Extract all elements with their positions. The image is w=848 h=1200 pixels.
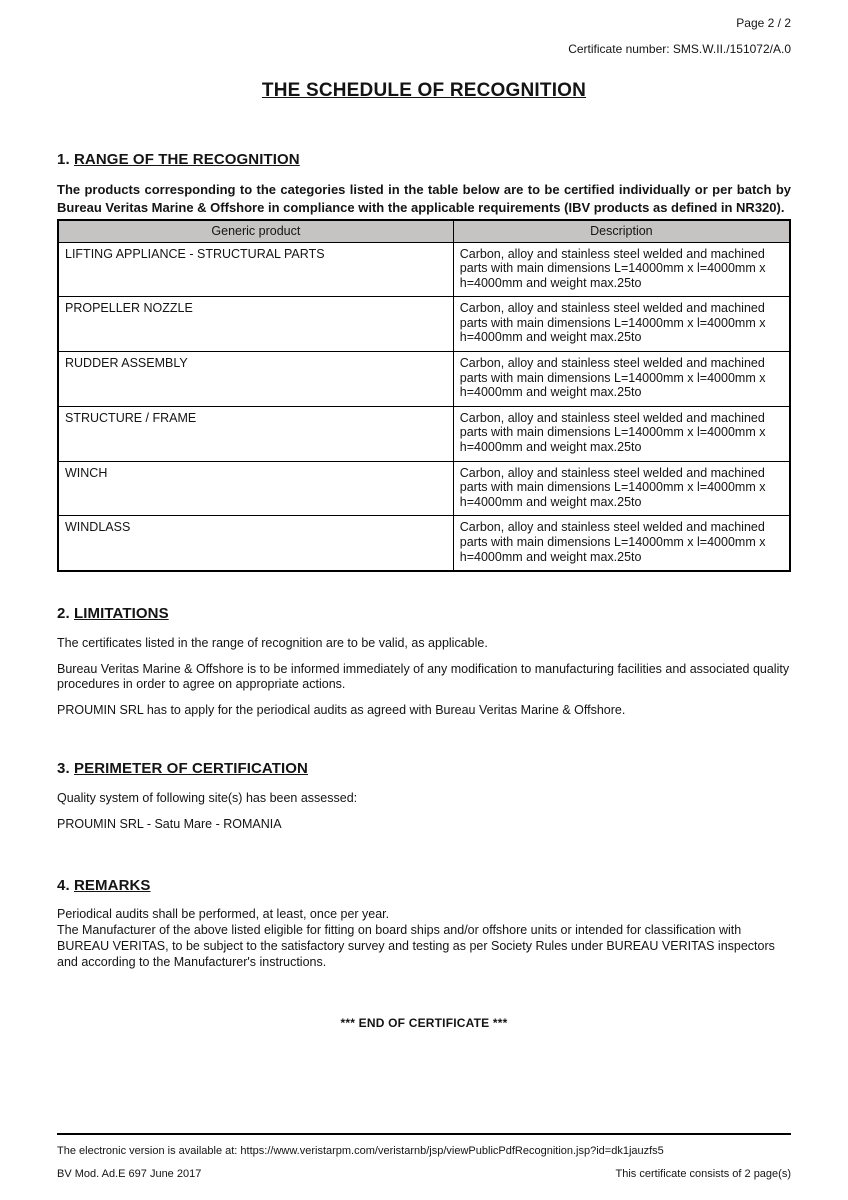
section-3-title: PERIMETER OF CERTIFICATION [74,760,308,778]
section-4-heading [57,877,791,894]
description-cell: Carbon, alloy and stainless steel welded and machined parts with main dimensions L=14000mm x l=4000mm x h=4000mm and weight max.25to [453,242,790,297]
product-cell: WINDLASS [58,516,453,571]
table-row [58,297,790,352]
electronic-version-note: The electronic version is available at: https://www.veristarpm.com/veristarnb/jsp/viewPublicPdfRecognition.jsp?id=dk1jauzfs5 [57,1145,664,1157]
recognition-table [57,219,791,572]
form-reference: BV Mod. Ad.E 697 June 2017 [57,1168,202,1180]
table-header-row [58,220,790,242]
table-header-description: Description [453,220,790,242]
table-header-generic-product: Generic product [58,220,453,242]
document-title-text: THE SCHEDULE OF RECOGNITION [261,80,587,101]
description-cell: Carbon, alloy and stainless steel welded and machined parts with main dimensions L=14000mm x l=4000mm x h=4000mm and weight max.25to [453,406,790,461]
table-row [58,242,790,297]
section-2-heading [57,605,791,622]
section-2-number: 2. [57,605,70,623]
description-cell: Carbon, alloy and stainless steel welded and machined parts with main dimensions L=14000mm x l=4000mm x h=4000mm and weight max.25to [453,352,790,407]
section-1-heading [57,151,791,168]
section-1-title: RANGE OF THE RECOGNITION [74,151,300,168]
table-row [58,461,790,516]
remarks-block [57,907,791,970]
section-1-intro-paragraph: The products corresponding to the categories listed in the table below are to be certified individually or per batch by Bureau Veritas Marine & Offshore in compliance with the applicable requirements (IBV products as defined in NR320). [57,182,791,215]
section-4-number: 4. [57,877,70,895]
header-meta [57,16,791,56]
perimeter-assessed-line: Quality system of following site(s) has been assessed: [57,791,358,806]
limitations-paragraph: PROUMIN SRL has to apply for the periodical audits as agreed with Bureau Veritas Marine & Offshore. [57,702,626,717]
page-number: Page 2 / 2 [736,16,791,30]
end-of-certificate-marker: *** END OF CERTIFICATE *** [340,1016,508,1031]
section-3-heading [57,760,791,777]
table-row [58,406,790,461]
table-row [58,516,790,571]
description-cell: Carbon, alloy and stainless steel welded and machined parts with main dimensions L=14000mm x l=4000mm x h=4000mm and weight max.25to [453,297,790,352]
remarks-line-2: The Manufacturer of the above listed eligible for fitting on board ships and/or offshore units or intended for classification with BUREAU VERITAS, to be subject to the satisfactory survey and testing as per Society Rules under BUREAU VERITAS inspectors and according to the Manufacturer's instructions. [57,922,775,969]
product-cell: PROPELLER NOZZLE [58,297,453,352]
remarks-line-1: Periodical audits shall be performed, at least, once per year. [57,907,390,922]
section-1-number: 1. [57,151,70,168]
page-count-note: This certificate consists of 2 page(s) [615,1168,791,1180]
limitations-paragraph: The certificates listed in the range of recognition are to be valid, as applicable. [57,636,488,651]
section-2-title: LIMITATIONS [74,605,169,623]
document-title [57,80,791,102]
perimeter-site-line: PROUMIN SRL - Satu Mare - ROMANIA [57,816,282,831]
product-cell: LIFTING APPLIANCE - STRUCTURAL PARTS [58,242,453,297]
section-3-number: 3. [57,760,70,778]
product-cell: WINCH [58,461,453,516]
limitations-paragraph: Bureau Veritas Marine & Offshore is to be informed immediately of any modification to manufacturing facilities and associated quality procedures in order to agree on appropriate actions. [57,661,790,692]
product-cell: RUDDER ASSEMBLY [58,352,453,407]
certificate-number: Certificate number: SMS.W.II./151072/A.0 [568,42,791,56]
description-cell: Carbon, alloy and stainless steel welded and machined parts with main dimensions L=14000mm x l=4000mm x h=4000mm and weight max.25to [453,516,790,571]
page-footer [57,1133,791,1181]
section-4-title: REMARKS [74,877,151,895]
description-cell: Carbon, alloy and stainless steel welded and machined parts with main dimensions L=14000mm x l=4000mm x h=4000mm and weight max.25to [453,461,790,516]
product-cell: STRUCTURE / FRAME [58,406,453,461]
table-row [58,352,790,407]
